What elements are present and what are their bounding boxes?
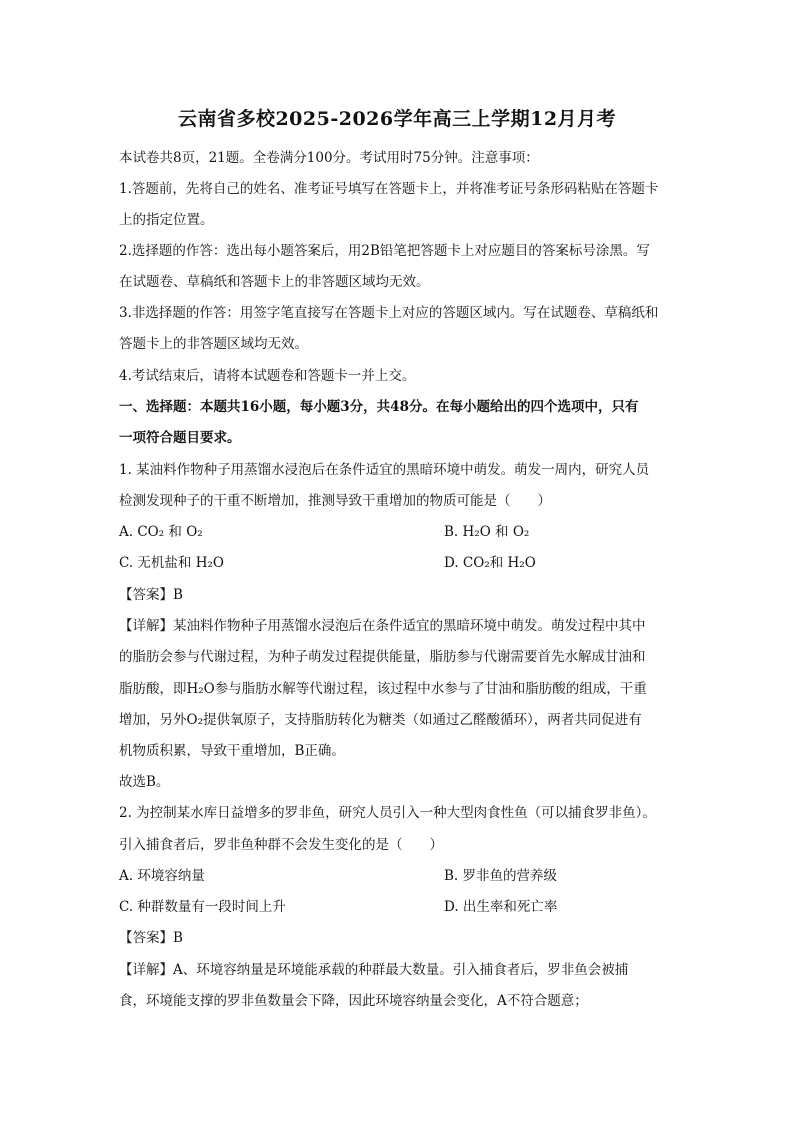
section-heading: 一项符合题目要求。 bbox=[119, 430, 241, 446]
intro-line: 本试卷共8页，21题。全卷满分100分。考试用时75分钟。注意事项： bbox=[119, 150, 539, 166]
note-line: 1.答题前，先将自己的姓名、准考证号填写在答题卡上，并将准考证号条形码粘贴在答题卡 bbox=[119, 181, 659, 197]
answer-line: 【答案】B bbox=[119, 930, 183, 946]
answer-line: 【答案】B bbox=[119, 587, 183, 603]
conclusion-line: 故选B。 bbox=[119, 774, 170, 790]
note-line: 上的指定位置。 bbox=[119, 212, 214, 228]
option-a: A. CO₂ 和 O₂ bbox=[119, 524, 203, 540]
explanation-line: 机物质积累，导致干重增加，B正确。 bbox=[119, 743, 345, 759]
explanation-line: 【详解】A、环境容纳量是环境能承载的种群最大数量。引入捕食者后，罗非鱼会被捕 bbox=[119, 962, 629, 978]
option-d: D. CO₂和 H₂O bbox=[444, 555, 536, 571]
option-c: C. 无机盐和 H₂O bbox=[119, 555, 224, 571]
question-stem: 2. 为控制某水库日益增多的罗非鱼，研究人员引入一种大型肉食性鱼（可以捕食罗非鱼）。 bbox=[119, 805, 656, 821]
explanation-line: 脂肪酸，即H₂O参与脂肪水解等代谢过程，该过程中水参与了甘油和脂肪酸的组成，干重 bbox=[119, 681, 647, 697]
option-c: C. 种群数量有一段时间上升 bbox=[119, 899, 286, 915]
option-d: D. 出生率和死亡率 bbox=[444, 899, 558, 915]
explanation-line: 的脂肪会参与代谢过程，为种子萌发过程提供能量，脂肪参与代谢需要首先水解成甘油和 bbox=[119, 649, 646, 665]
note-line: 2.选择题的作答：选出每小题答案后，用2B铅笔把答题卡上对应题目的答案标号涂黑。写 bbox=[119, 243, 650, 259]
option-b: B. H₂O 和 O₂ bbox=[444, 524, 530, 540]
question-stem: 引入捕食者后，罗非鱼种群不会发生变化的是（ ） bbox=[119, 837, 443, 853]
section-heading: 一、选择题：本题共16小题，每小题3分，共48分。在每小题给出的四个选项中，只有 bbox=[119, 399, 639, 415]
explanation-line: 【详解】某油料作物种子用蒸馏水浸泡后在条件适宜的黑暗环境中萌发。萌发过程中其中 bbox=[119, 618, 646, 634]
note-line: 在试题卷、草稿纸和答题卡上的非答题区域均无效。 bbox=[119, 274, 430, 290]
page-title: 云南省多校2025-2026学年高三上学期12月月考 bbox=[177, 108, 617, 130]
option-a: A. 环境容纳量 bbox=[119, 868, 205, 884]
note-line: 4.考试结束后，请将本试题卷和答题卡一并上交。 bbox=[119, 368, 416, 384]
question-stem: 检测发现种子的干重不断增加，推测导致干重增加的物质可能是（ ） bbox=[119, 493, 551, 509]
option-b: B. 罗非鱼的营养级 bbox=[444, 868, 558, 884]
note-line: 3.非选择题的作答：用签字笔直接写在答题卡上对应的答题区域内。写在试题卷、草稿纸和 bbox=[119, 305, 659, 321]
note-line: 答题卡上的非答题区域均无效。 bbox=[119, 336, 308, 352]
explanation-line: 食，环境能支撑的罗非鱼数量会下降，因此环境容纳量会变化，A不符合题意； bbox=[119, 993, 588, 1009]
question-stem: 1. 某油料作物种子用蒸馏水浸泡后在条件适宜的黑暗环境中萌发。萌发一周内，研究人员 bbox=[119, 462, 650, 478]
explanation-line: 增加，另外O₂提供氧原子，支持脂肪转化为糖类（如通过乙醛酸循环），两者共同促进有 bbox=[119, 712, 642, 728]
